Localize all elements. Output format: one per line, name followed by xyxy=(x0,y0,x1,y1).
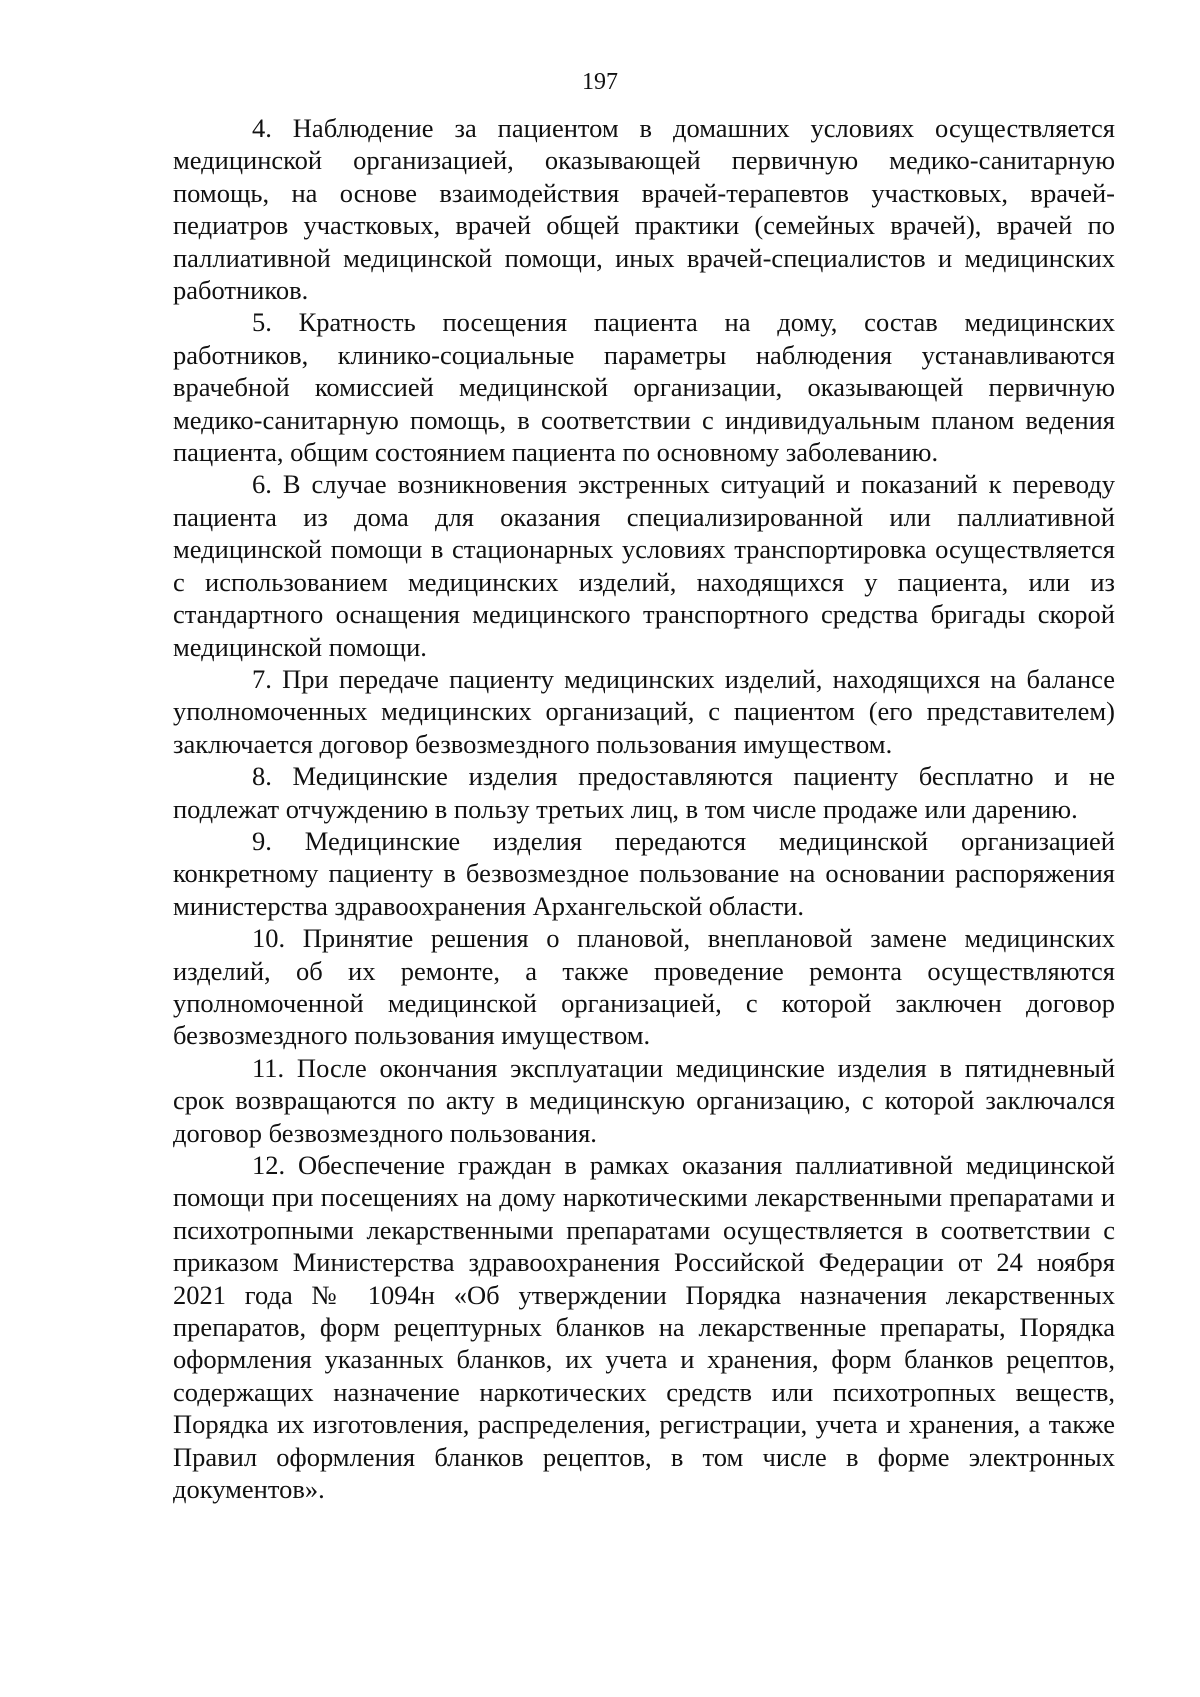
paragraph-8: 8. Медицинские изделия предоставляются пациенту бесплатно и не подлежат отчуждению в пользу третьих лиц, в том числе продаже или дарению. xyxy=(173,761,1115,824)
paragraph-10: 10. Принятие решения о плановой, внеплановой замене медицинских изделий, об их ремонте, а также проведение ремонта осуществляются уполномоченной медицинской организацией, с которой заключен договор безвозмездного пользования имуществом. xyxy=(173,923,1115,1051)
document-body xyxy=(173,112,1115,1505)
paragraph-9: 9. Медицинские изделия передаются медицинской организацией конкретному пациенту в безвозмездное пользование на основании распоряжения министерства здравоохранения Архангельской области. xyxy=(173,825,1115,921)
page-number: 197 xyxy=(582,69,618,95)
paragraph-11: 11. После окончания эксплуатации медицинские изделия в пятидневный срок возвращаются по акту в медицинскую организацию, с которой заключался договор безвозмездного пользования. xyxy=(173,1052,1115,1148)
paragraph-4: 4. Наблюдение за пациентом в домашних условиях осуществляется медицинской организацией, оказывающей первичную медико-санитарную помощь, на основе взаимодействия врачей-терапевтов участковых, врачей-педиатров участковых, врачей общей практики (семейных врачей), врачей по паллиативной медицинской помощи, иных врачей-специалистов и медицинских работников. xyxy=(173,113,1115,306)
paragraph-12: 12. Обеспечение граждан в рамках оказания паллиативной медицинской помощи при посещениях на дому наркотическими лекарственными препаратами и психотропными лекарственными препаратами осуществляется в соответствии с приказом Министерства здравоохранения Российской Федерации от 24 ноября 2021 года № 1094н «Об утверждении Порядка назначения лекарственных препаратов, форм рецептурных бланков на лекарственные препараты, Порядка оформления указанных бланков, их учета и хранения, форм бланков рецептов, содержащих назначение наркотических средств или психотропных веществ, Порядка их изготовления, распределения, регистрации, учета и хранения, а также Правил оформления бланков рецептов, в том числе в форме электронных документов». xyxy=(173,1150,1115,1505)
paragraph-7: 7. При передаче пациенту медицинских изделий, находящихся на балансе уполномоченных медицинских организаций, с пациентом (его представителем) заключается договор безвозмездного пользования имуществом. xyxy=(173,663,1115,759)
paragraph-5: 5. Кратность посещения пациента на дому, состав медицинских работников, клинико-социальные параметры наблюдения устанавливаются врачебной комиссией медицинской организации, оказывающей первичную медико-санитарную помощь, в соответствии с индивидуальным планом ведения пациента, общим состоянием пациента по основному заболеванию. xyxy=(173,307,1115,468)
paragraph-6: 6. В случае возникновения экстренных ситуаций и показаний к переводу пациента из дома для оказания специализированной или паллиативной медицинской помощи в стационарных условиях транспортировка осуществляется с использованием медицинских изделий, находящихся у пациента, или из стандартного оснащения медицинского транспортного средства бригады скорой медицинской помощи. xyxy=(173,469,1115,662)
